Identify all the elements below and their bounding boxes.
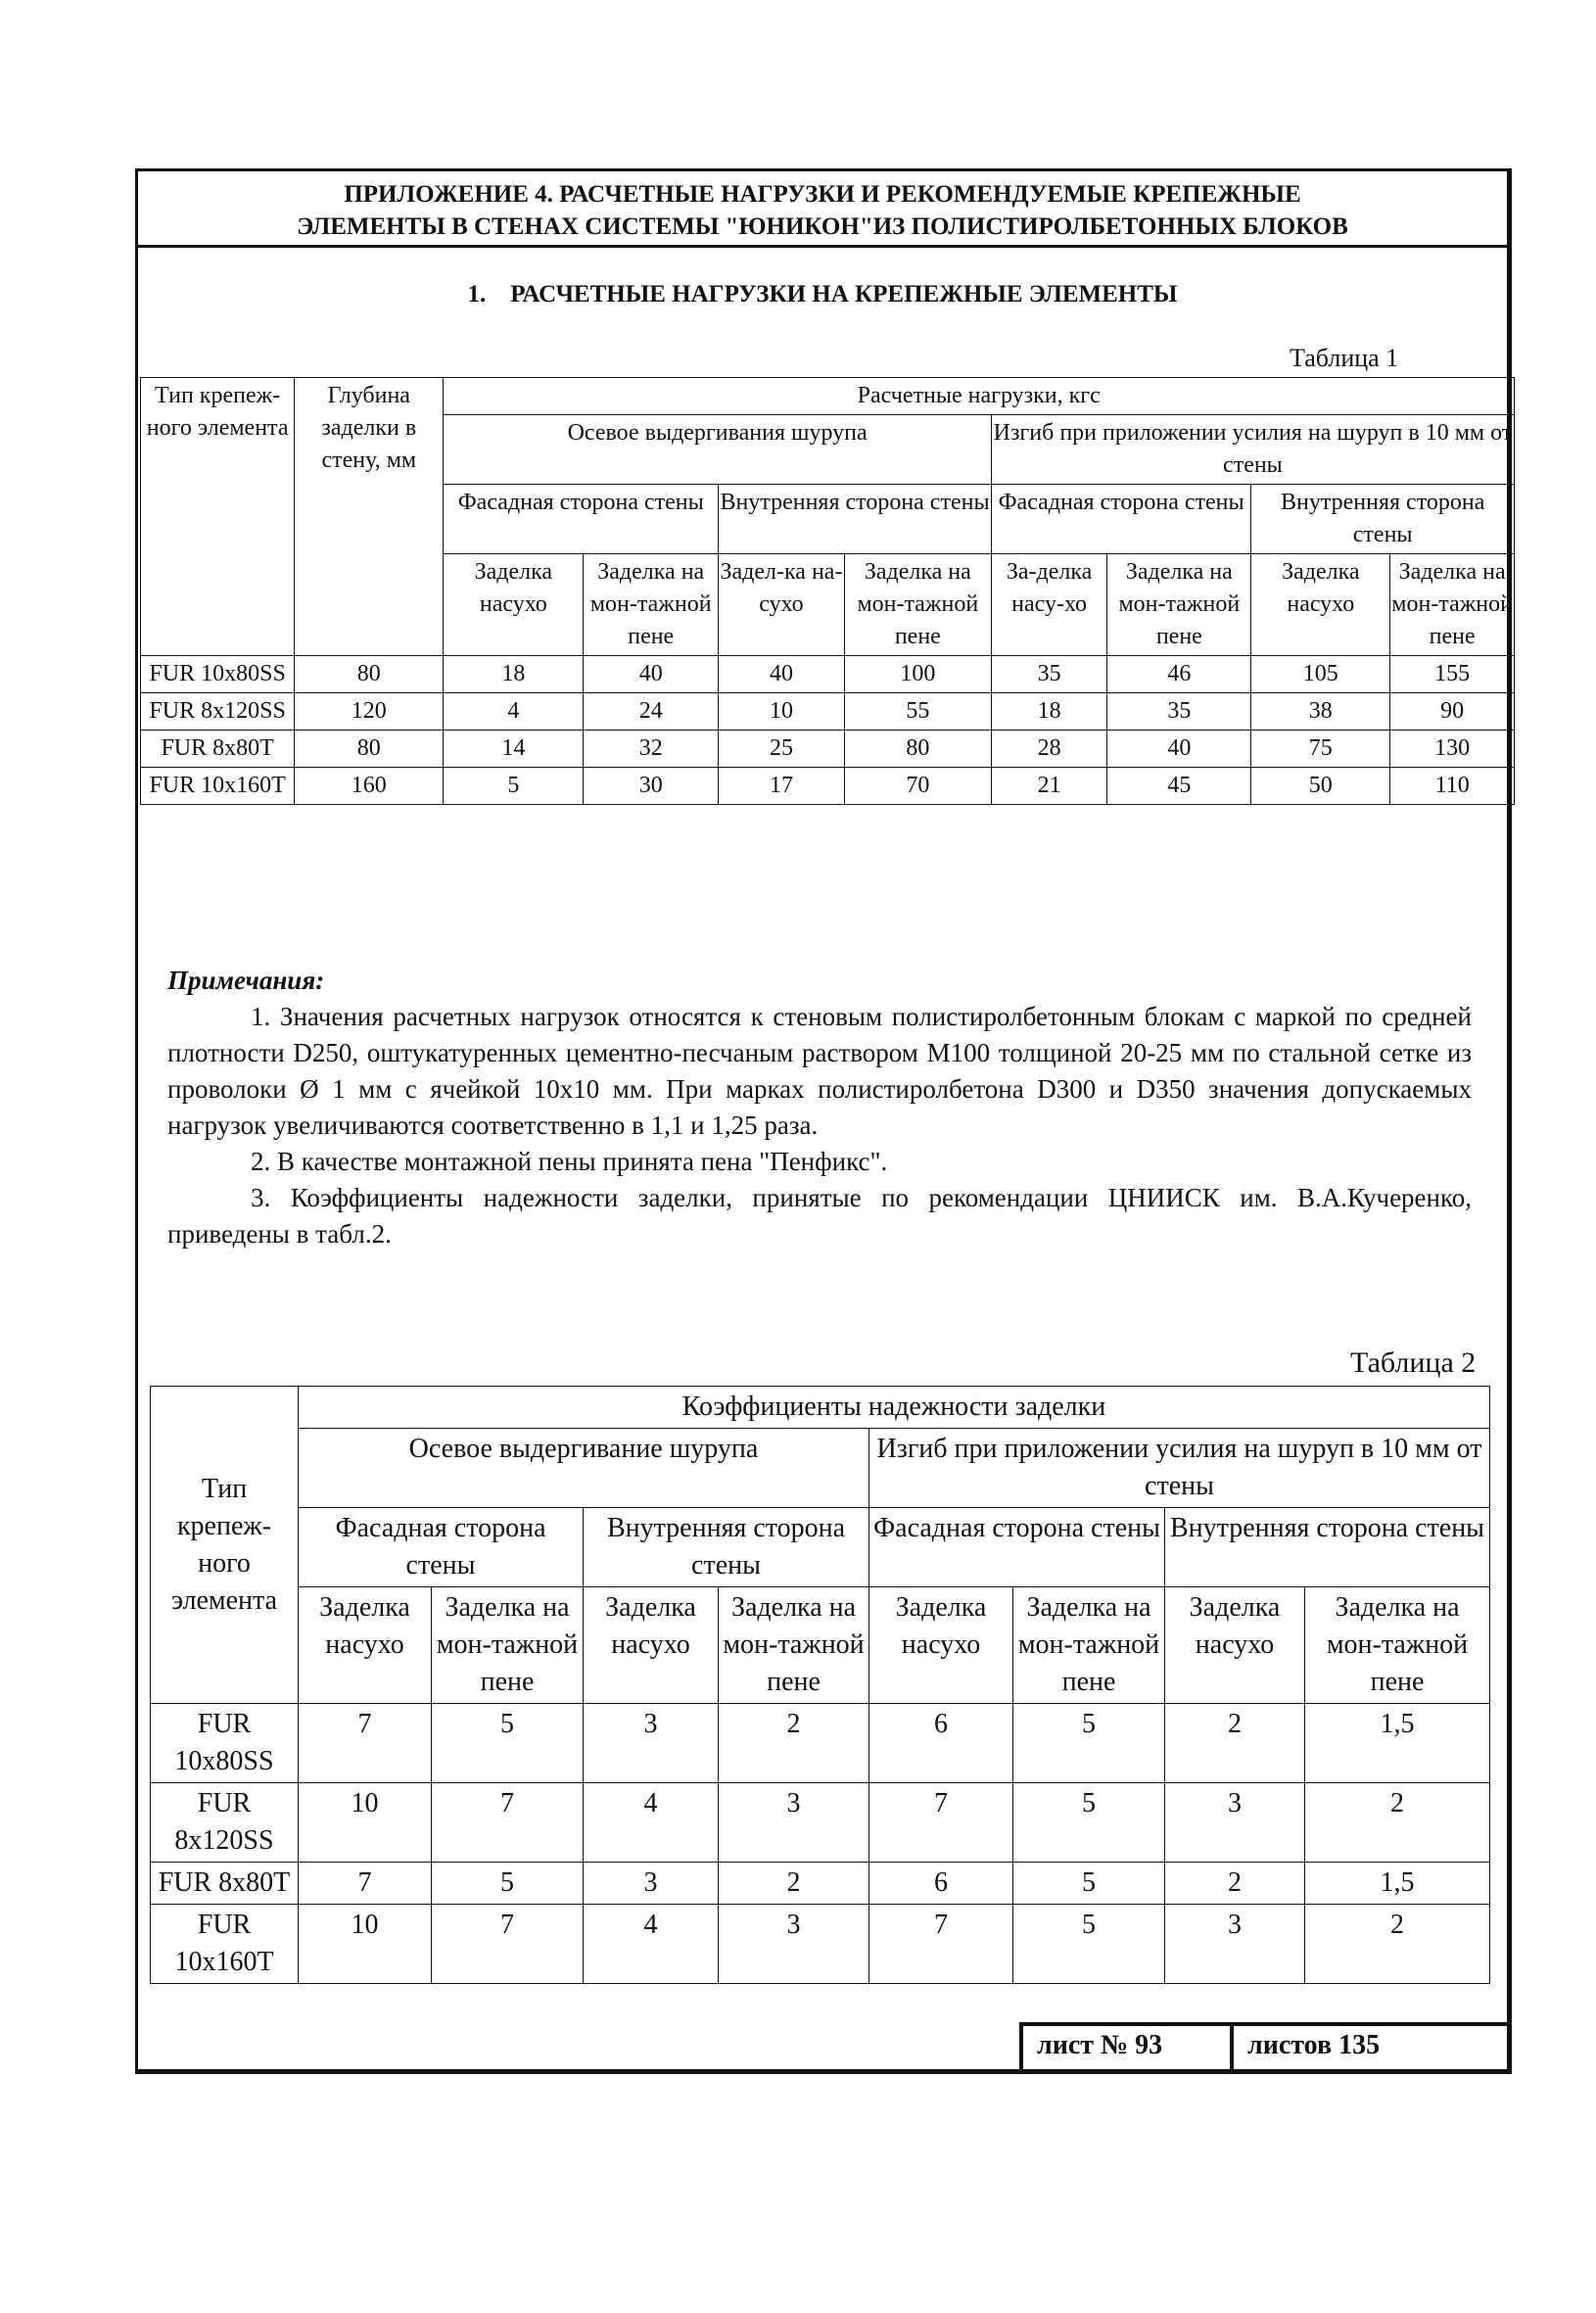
- table2-header-facade-1: Фасадная сторона стены: [299, 1508, 584, 1587]
- coef-value: 3: [584, 1863, 719, 1905]
- table-row: [151, 1783, 1490, 1863]
- table1-header-inner-2: Внутренняя сторона стены: [1251, 485, 1515, 554]
- table1-header-facade-1: Фасадная сторона стены: [444, 485, 719, 554]
- table2-header-inner-1: Внутренняя сторона стены: [584, 1508, 869, 1587]
- load-value: 40: [584, 656, 719, 693]
- table-row: [141, 656, 1515, 693]
- reliability-coefficients-table: [150, 1386, 1490, 1984]
- load-value: 40: [1107, 731, 1251, 768]
- header-line-2: ЭЛЕМЕНТЫ В СТЕНАХ СИСТЕМЫ "ЮНИКОН"ИЗ ПОЛИСТИРОЛБЕТОННЫХ БЛОКОВ: [297, 213, 1348, 240]
- appendix-header: [138, 171, 1507, 248]
- table2-caption: Таблица 2: [1350, 1346, 1477, 1379]
- fastener-type: FUR 8x80T: [141, 731, 295, 768]
- table1-subheader: Заделка на мон-тажной пене: [1107, 554, 1251, 656]
- coef-value: 3: [584, 1704, 719, 1783]
- load-value: 35: [991, 656, 1106, 693]
- fastener-type: FUR 8x80T: [151, 1863, 299, 1905]
- table-row: [151, 1704, 1490, 1783]
- coef-value: 4: [584, 1783, 719, 1863]
- load-value: 18: [444, 656, 584, 693]
- load-value: 14: [444, 731, 584, 768]
- load-value: 100: [844, 656, 991, 693]
- table2-subheader: Заделка на мон-тажной пене: [1013, 1587, 1165, 1704]
- coef-value: 2: [1165, 1863, 1305, 1905]
- load-value: 46: [1107, 656, 1251, 693]
- load-value: 130: [1390, 731, 1515, 768]
- table1-subheader: Заделка на мон-тажной пене: [844, 554, 991, 656]
- coef-value: 7: [432, 1905, 584, 1984]
- coef-value: 1,5: [1305, 1704, 1490, 1783]
- coef-value: 5: [1013, 1863, 1165, 1905]
- load-value: 105: [1251, 656, 1390, 693]
- fastener-type: FUR 10x80SS: [141, 656, 295, 693]
- coef-value: 7: [869, 1783, 1013, 1863]
- fastener-type: FUR 10x80SS: [151, 1704, 299, 1783]
- table1-subheader: Задел-ка на-сухо: [719, 554, 845, 656]
- table1-subheader: Заделка насухо: [1251, 554, 1390, 656]
- table1-header-depth: Глубина заделки в стену, мм: [295, 378, 444, 656]
- notes-block: [167, 963, 1472, 1252]
- table-row: [141, 731, 1515, 768]
- coef-value: 5: [432, 1863, 584, 1905]
- coef-value: 10: [299, 1783, 432, 1863]
- load-value: 28: [991, 731, 1106, 768]
- header-line-1: ПРИЛОЖЕНИЕ 4. РАСЧЕТНЫЕ НАГРУЗКИ И РЕКОМЕНДУЕМЫЕ КРЕПЕЖНЫЕ: [344, 181, 1301, 208]
- load-value: 10: [719, 693, 845, 731]
- coef-value: 3: [719, 1905, 869, 1984]
- load-value: 155: [1390, 656, 1515, 693]
- table1-header-bend: Изгиб при приложении усилия на шуруп в 10 мм от стены: [991, 415, 1514, 485]
- table-row: [141, 693, 1515, 731]
- table2-subheader: Заделка насухо: [584, 1587, 719, 1704]
- load-value: 75: [1251, 731, 1390, 768]
- coef-value: 3: [719, 1783, 869, 1863]
- coef-value: 7: [432, 1783, 584, 1863]
- table1-subheader: Заделка насухо: [444, 554, 584, 656]
- table-row: [141, 768, 1515, 805]
- coef-value: 5: [1013, 1783, 1165, 1863]
- coef-value: 4: [584, 1905, 719, 1984]
- table1-header-axial: Осевое выдергивания шурупа: [444, 415, 992, 485]
- fastener-type: FUR 10x160T: [151, 1905, 299, 1984]
- table2-subheader: Заделка насухо: [1165, 1587, 1305, 1704]
- load-value: 4: [444, 693, 584, 731]
- table2-header-type: Тип крепеж-ного элемента: [151, 1387, 299, 1704]
- load-value: 50: [1251, 768, 1390, 805]
- table-row: [151, 1905, 1490, 1984]
- embed-depth: 80: [295, 656, 444, 693]
- embed-depth: 160: [295, 768, 444, 805]
- loads-table: [140, 377, 1515, 805]
- table2-header-coef: Коэффициенты надежности заделки: [299, 1387, 1490, 1429]
- load-value: 24: [584, 693, 719, 731]
- load-value: 80: [844, 731, 991, 768]
- table2-header-inner-2: Внутренняя сторона стены: [1165, 1508, 1490, 1587]
- coef-value: 2: [719, 1863, 869, 1905]
- coef-value: 7: [299, 1704, 432, 1783]
- load-value: 38: [1251, 693, 1390, 731]
- table1-subheader: За-делка насу-хо: [991, 554, 1106, 656]
- table1-header-loads: Расчетные нагрузки, кгс: [444, 378, 1515, 415]
- load-value: 35: [1107, 693, 1251, 731]
- table1-subheader: Заделка на мон-тажной пене: [584, 554, 719, 656]
- embed-depth: 80: [295, 731, 444, 768]
- load-value: 32: [584, 731, 719, 768]
- coef-value: 2: [719, 1704, 869, 1783]
- embed-depth: 120: [295, 693, 444, 731]
- fastener-type: FUR 10x160T: [141, 768, 295, 805]
- note-3: 3. Коэффициенты надежности заделки, принятые по рекомендации ЦНИИСК им. В.А.Кучеренко, приведены в табл.2.: [167, 1183, 1472, 1249]
- load-value: 21: [991, 768, 1106, 805]
- coef-value: 7: [869, 1905, 1013, 1984]
- coef-value: 6: [869, 1863, 1013, 1905]
- coef-value: 6: [869, 1704, 1013, 1783]
- note-1: 1. Значения расчетных нагрузок относятся к стеновым полистиролбетонным блокам с маркой по средней плотности D250, оштукатуренных цементно-песчаным раствором М100 толщиной 20-25 мм по стальной сетке из проволоки Ø 1 мм с ячейкой 10x10 мм. При марках полистиролбетона D300 и D350 значения допускаемых нагрузок увеличиваются соответственно в 1,1 и 1,25 раза.: [167, 1002, 1472, 1140]
- table1-header-facade-2: Фасадная сторона стены: [991, 485, 1250, 554]
- load-value: 25: [719, 731, 845, 768]
- coef-value: 10: [299, 1905, 432, 1984]
- table2-header-axial: Осевое выдергивание шурупа: [299, 1429, 869, 1508]
- coef-value: 2: [1305, 1905, 1490, 1984]
- load-value: 40: [719, 656, 845, 693]
- load-value: 5: [444, 768, 584, 805]
- load-value: 55: [844, 693, 991, 731]
- notes-title: Примечания:: [167, 966, 325, 995]
- table2-subheader: Заделка насухо: [299, 1587, 432, 1704]
- load-value: 70: [844, 768, 991, 805]
- table2-header-facade-2: Фасадная сторона стены: [869, 1508, 1165, 1587]
- table1-header-inner-1: Внутренняя сторона стены: [719, 485, 992, 554]
- sheet-number: лист № 93: [1019, 2022, 1230, 2069]
- coef-value: 5: [432, 1704, 584, 1783]
- coef-value: 2: [1165, 1704, 1305, 1783]
- table2-subheader: Заделка насухо: [869, 1587, 1013, 1704]
- section-title: 1. РАСЧЕТНЫЕ НАГРУЗКИ НА КРЕПЕЖНЫЕ ЭЛЕМЕНТЫ: [467, 281, 1178, 307]
- coef-value: 3: [1165, 1783, 1305, 1863]
- sheet-total: листов 135: [1230, 2022, 1507, 2069]
- table2-subheader: Заделка на мон-тажной пене: [719, 1587, 869, 1704]
- load-value: 90: [1390, 693, 1515, 731]
- table-row: [151, 1863, 1490, 1905]
- load-value: 17: [719, 768, 845, 805]
- coef-value: 1,5: [1305, 1863, 1490, 1905]
- table1-caption: Таблица 1: [1290, 344, 1399, 372]
- load-value: 18: [991, 693, 1106, 731]
- page-frame: [135, 168, 1512, 2074]
- load-value: 45: [1107, 768, 1251, 805]
- fastener-type: FUR 8x120SS: [151, 1783, 299, 1863]
- sheet-footer: [1019, 2022, 1507, 2069]
- table2-header-bend: Изгиб при приложении усилия на шуруп в 10 мм от стены: [869, 1429, 1490, 1508]
- coef-value: 5: [1013, 1905, 1165, 1984]
- coef-value: 7: [299, 1863, 432, 1905]
- load-value: 30: [584, 768, 719, 805]
- table2-subheader: Заделка на мон-тажной пене: [1305, 1587, 1490, 1704]
- table1-subheader: Заделка на мон-тажной пене: [1390, 554, 1515, 656]
- coef-value: 3: [1165, 1905, 1305, 1984]
- coef-value: 5: [1013, 1704, 1165, 1783]
- table1-header-type: Тип крепеж-ного элемента: [141, 378, 295, 656]
- load-value: 110: [1390, 768, 1515, 805]
- coef-value: 2: [1305, 1783, 1490, 1863]
- table2-subheader: Заделка на мон-тажной пене: [432, 1587, 584, 1704]
- fastener-type: FUR 8x120SS: [141, 693, 295, 731]
- note-2: 2. В качестве монтажной пены принята пена "Пенфикс".: [251, 1147, 888, 1176]
